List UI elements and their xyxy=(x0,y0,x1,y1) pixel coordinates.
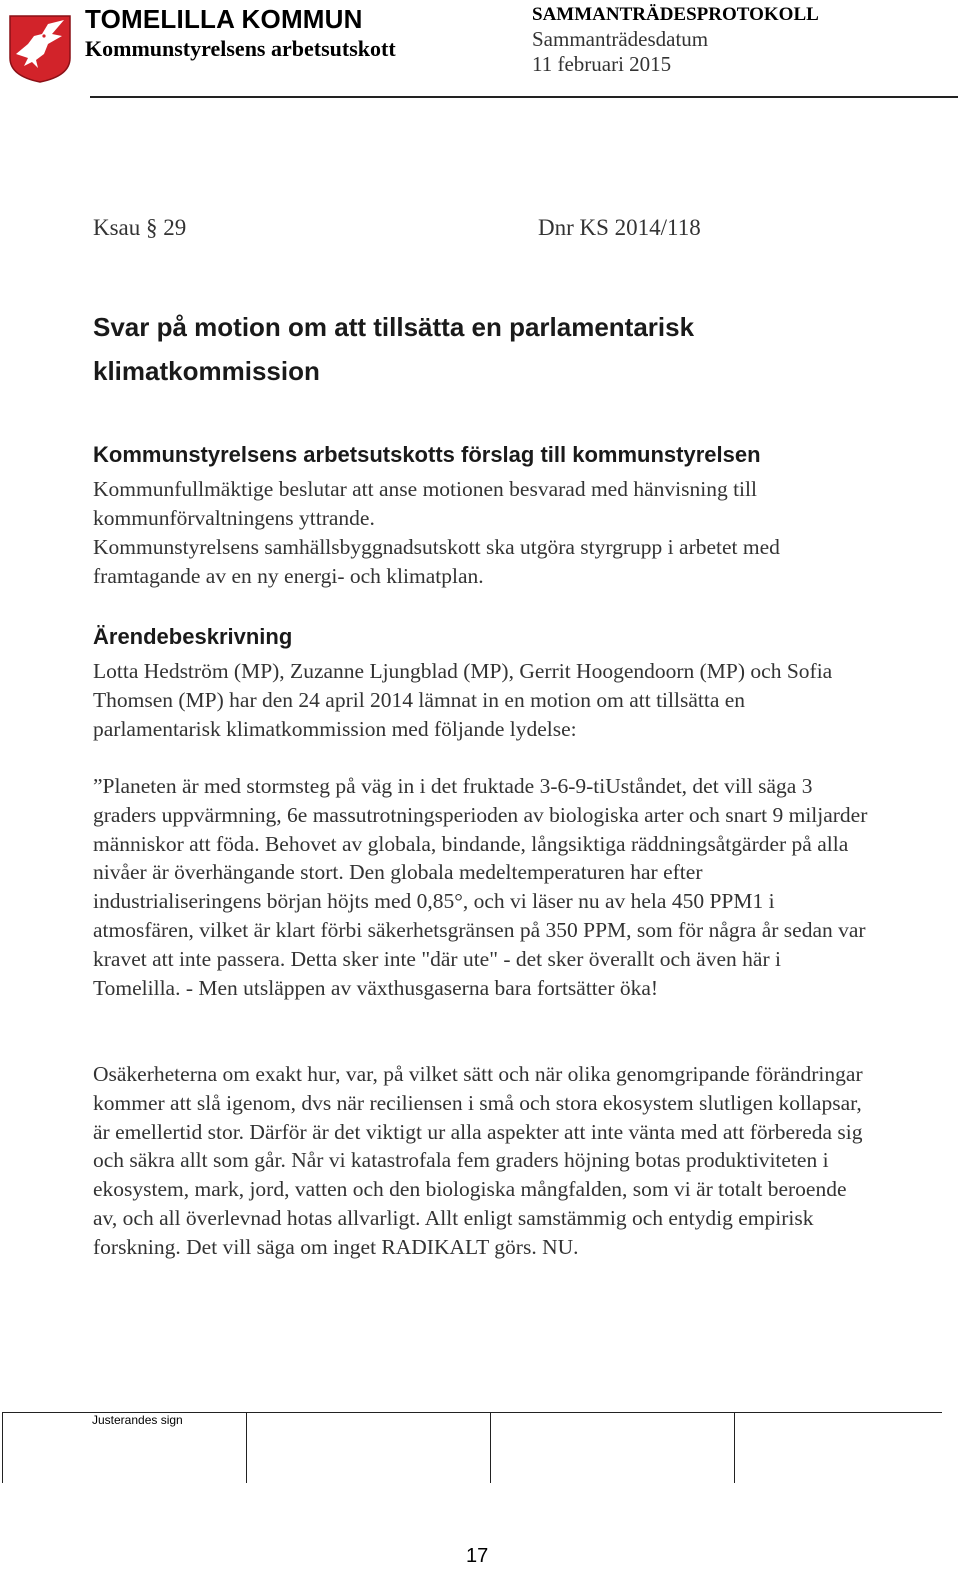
proposal-paragraph-1: Kommunfullmäktige beslutar att anse motionen besvarad med hänvisning till kommunförvaltningens yttrande. xyxy=(93,477,757,530)
signature-cell-divider xyxy=(2,1413,3,1483)
signature-cell-divider xyxy=(490,1413,491,1483)
crest-bird-icon xyxy=(8,14,72,84)
protocol-title: SAMMANTRÄDESPROTOKOLL xyxy=(532,4,819,25)
proposal-paragraph-2: Kommunstyrelsens samhällsbyggnadsutskott ska utgöra styrgrupp i arbetet med framtagande av en ny energi- och klimatplan. xyxy=(93,535,780,588)
signature-label: Justerandes sign xyxy=(92,1413,183,1427)
committee-name: Kommunstyrelsens arbetsutskott xyxy=(85,36,396,61)
motion-quote-paragraph-2: Osäkerheterna om exakt hur, var, på vilket sätt och när olika genomgripande förändringar kommer att slå igenom, dvs när reciliensen i små och stora ekosystem slutligen kollapsar, är emellertid stor. Därför är det viktigt ur alla aspekter att inte vänta med att förbereda sig och säkra allt som går. Når vi katastrofala fem graders höjning botas produktiviteten i ekosystem, mark, jord, vatten och den biologiska mångfalden, som vi är totalt beroende av, och all överlevnad hotas allvarligt. Allt enligt samstämmig och entydig empirisk forskning. Det vill säga om inget RADIKALT görs. NU. xyxy=(93,1062,863,1259)
proposal-heading: Kommunstyrelsens arbetsutskotts förslag till kommunstyrelsen xyxy=(93,442,761,467)
page-number: 17 xyxy=(466,1545,489,1567)
signature-cell-divider xyxy=(734,1413,735,1483)
header-divider xyxy=(90,96,958,98)
document-title: Svar på motion om att tillsätta en parlamentarisk klimatkommission xyxy=(93,312,695,386)
signature-cell-divider xyxy=(246,1413,247,1483)
motion-quote-paragraph-1: ”Planeten är med stormsteg på väg in i det fruktade 3-6-9-tiUståndet, det vill säga 3 graders uppvärmning, 6e massutrotningsperioden av biologiska arter och snart 9 miljarder människor att föda. Behovet av globala, bindande, långsiktiga räddningsåtgärder på alla nivåer är överhängande stort. Den globala medeltemperaturen har efter industrialiseringens början höjts med 0,85°, och vi läser nu av hela 450 PPM1 i atmosfären, vilket är klart förbi säkerhetsgränsen på 350 PPM, som för några år sedan var kravet att inte passera. Detta sker inte "där ute" - det sker överallt och även här i Tomelilla. - Men utsläppen av växthusgaserna bara fortsätter öka! xyxy=(93,774,868,1000)
description-heading: Ärendebeskrivning xyxy=(93,624,293,649)
meeting-date-label: Sammanträdesdatum xyxy=(532,27,709,51)
case-number: Dnr KS 2014/118 xyxy=(538,215,701,240)
section-number: Ksau § 29 xyxy=(93,215,187,240)
meeting-date: 11 februari 2015 xyxy=(532,52,672,76)
description-paragraph-1: Lotta Hedström (MP), Zuzanne Ljungblad (MP), Gerrit Hoogendoorn (MP) och Sofia Thomsen (MP) har den 24 april 2014 lämnat in en motion om att tillsätta en parlamentarisk klimatkommission med följande lydelse: xyxy=(93,659,833,741)
org-name: TOMELILLA KOMMUN xyxy=(85,4,363,34)
